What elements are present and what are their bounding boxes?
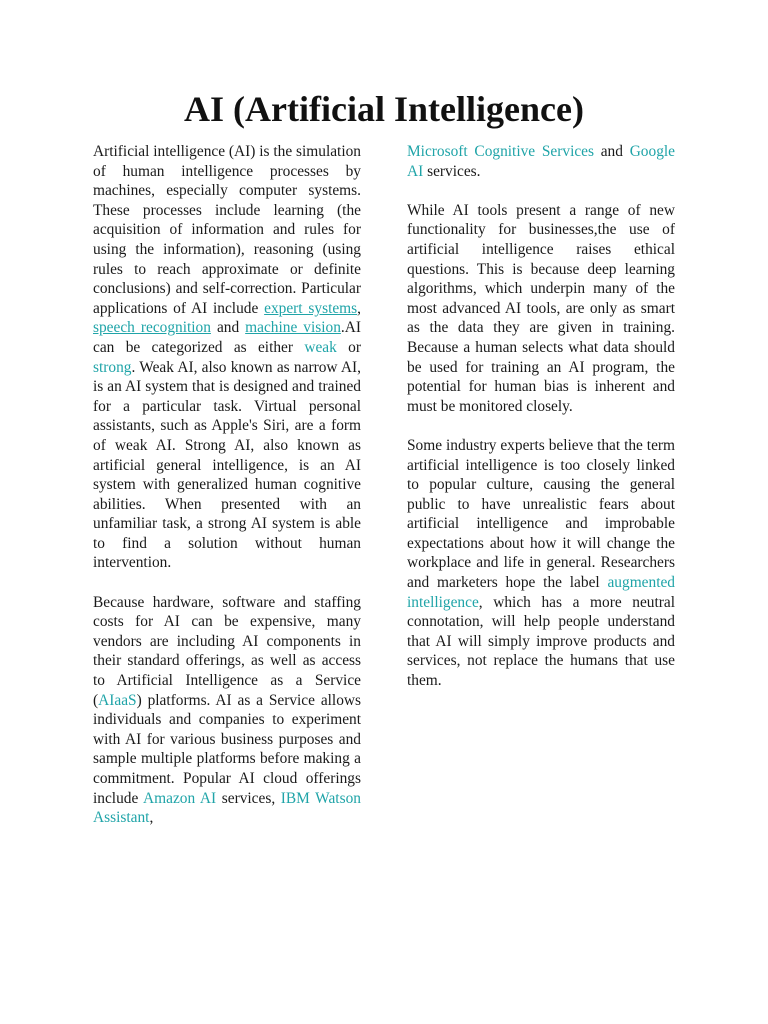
link-strong-ai[interactable]: strong [93, 358, 132, 376]
paragraph-cloud-services [407, 142, 675, 181]
text-run: , [149, 809, 154, 827]
text-run: , which has a more neutral connotation, will help people understand that AI will simply improve products and services, not replace the humans that use them. [407, 593, 675, 690]
link-expert-systems[interactable]: expert systems [264, 299, 358, 317]
link-microsoft-cognitive-services[interactable]: Microsoft Cognitive Services [407, 143, 594, 160]
right-column [407, 142, 675, 710]
link-amazon-ai[interactable]: Amazon AI [143, 789, 217, 807]
link-machine-vision[interactable]: machine vision [245, 319, 341, 337]
link-ibm-watson-assistant[interactable]: IBM Watson Assistant [93, 789, 361, 827]
link-augmented-intelligence[interactable]: augmented intelligence [407, 574, 675, 611]
text-run: and [594, 143, 630, 160]
text-run: or [336, 338, 362, 356]
text-run: . Weak AI, also known as narrow AI, is an AI system that is designed and trained for a particular task. Virtual personal assistants, such as Apple's Siri, are a form of weak AI. Strong AI, also known as artificial general intelligence, is an AI system with generalized human cognitive abilities. When presented with an unfamiliar task, a strong AI system is able to find a solution without human intervention. [93, 358, 361, 572]
text-run: and [210, 319, 246, 337]
text-run: , [357, 299, 361, 317]
text-run: Because hardware, software and staffing costs for AI can be expensive, many vendors are including AI components in their standard offerings, as well as access to Artificial Intelligence as a Service ( [93, 593, 361, 709]
link-weak-ai[interactable]: weak [304, 338, 337, 356]
link-aiaas[interactable]: AIaaS [98, 691, 137, 709]
text-run: services, [216, 789, 281, 807]
left-column [93, 142, 361, 847]
link-speech-recognition[interactable]: speech recognition [93, 319, 211, 337]
text-run: ) platforms. AI as a Service allows individuals and companies to experiment with AI for various business purposes and sample multiple platforms before making a commitment. Popular AI cloud offerings include [93, 691, 361, 807]
text-run: Artificial intelligence (AI) is the simulation of human intelligence processes by machines, especially computer systems. These processes include learning (the acquisition of information and rules for using the information), reasoning (using rules to reach approximate or definite conclusions) and self-correction. Particular applications of AI include [93, 143, 361, 317]
paragraph-ai-definition [93, 142, 361, 573]
paragraph-aiaas [93, 593, 361, 828]
text-run: services. [423, 162, 481, 180]
link-google-ai[interactable]: Google AI [407, 143, 675, 180]
paragraph-ethics: While AI tools present a range of new functionality for businesses,the use of artificial intelligence raises ethical questions. This is because deep learning algorithms, which underpin many of the most advanced AI tools, are only as smart as the data they are given in training. Because a human selects what data should be used for training an AI program, the potential for human bias is inherent and must be monitored closely. [407, 201, 675, 415]
text-run: .AI can be categorized as either [93, 319, 361, 356]
page-title: AI (Artificial Intelligence) [184, 89, 584, 129]
paragraph-augmented-intelligence [407, 436, 675, 691]
text-run: Some industry experts believe that the term artificial intelligence is too closely linked to popular culture, causing the general public to have unrealistic fears about artificial intelligence and improbable expectations about how it will change the workplace and life in general. Researchers and marketers hope the label [407, 436, 675, 592]
